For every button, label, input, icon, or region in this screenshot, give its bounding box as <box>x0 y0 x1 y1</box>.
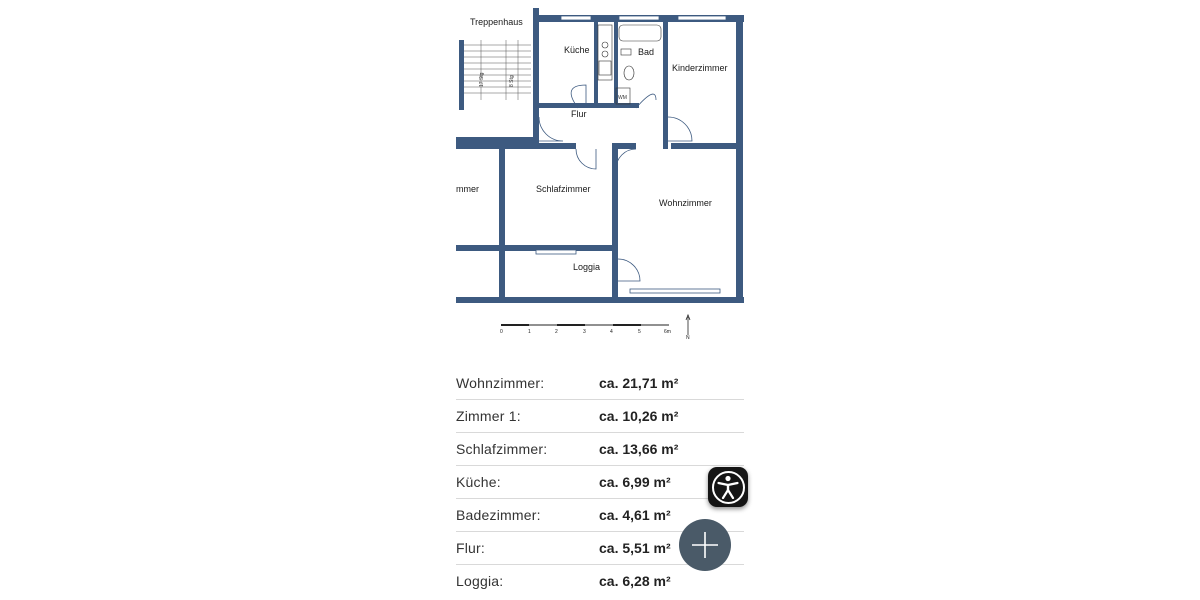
area-value: ca. 5,51 m² <box>599 540 671 556</box>
stairs-label-right: 8 Stg <box>509 75 515 87</box>
accessibility-button[interactable] <box>708 467 748 507</box>
scale-tick: 6m <box>664 329 671 335</box>
scale-tick: 5 <box>638 329 641 335</box>
area-row-wohnzimmer <box>456 367 744 400</box>
area-label: Zimmer 1: <box>456 408 521 424</box>
room-label-wohnzimmer: Wohnzimmer <box>659 198 712 208</box>
area-label: Badezimmer: <box>456 507 541 523</box>
room-label-kueche: Küche <box>564 45 590 55</box>
room-label-flur: Flur <box>571 109 587 119</box>
room-label-treppenhaus: Treppenhaus <box>470 17 523 27</box>
accessibility-icon <box>712 471 745 504</box>
area-row-kueche <box>456 466 744 499</box>
wm-label: WM <box>618 95 627 101</box>
room-label-schlafzimmer: Schlafzimmer <box>536 184 591 194</box>
area-value: ca. 4,61 m² <box>599 507 671 523</box>
area-value: ca. 6,99 m² <box>599 474 671 490</box>
area-value: ca. 13,66 m² <box>599 441 679 457</box>
room-label-zimmer: mmer <box>456 184 479 194</box>
room-label-loggia: Loggia <box>573 262 601 272</box>
floorplan-drawing <box>456 5 746 341</box>
room-label-kinderzimmer: Kinderzimmer <box>672 63 728 73</box>
north-label: N <box>686 335 690 341</box>
area-label: Wohnzimmer: <box>456 375 545 391</box>
area-label: Küche: <box>456 474 501 490</box>
area-value: ca. 10,26 m² <box>599 408 679 424</box>
north-arrow-icon <box>686 315 690 341</box>
area-label: Schlafzimmer: <box>456 441 548 457</box>
plus-icon <box>691 531 719 559</box>
scale-tick: 4 <box>610 329 613 335</box>
scale-tick: 3 <box>583 329 586 335</box>
stairs-label-left: 17 Stg <box>479 72 485 87</box>
area-row-schlafzimmer <box>456 433 744 466</box>
scale-tick: 2 <box>555 329 558 335</box>
area-value: ca. 21,71 m² <box>599 375 679 391</box>
add-button[interactable] <box>679 519 731 571</box>
room-label-bad: Bad <box>638 47 655 57</box>
area-row-zimmer-1 <box>456 400 744 433</box>
floorplan <box>456 5 746 341</box>
area-label: Loggia: <box>456 573 504 589</box>
scale-bar <box>500 324 671 335</box>
area-value: ca. 6,28 m² <box>599 573 671 589</box>
scale-tick: 1 <box>528 329 531 335</box>
area-label: Flur: <box>456 540 485 556</box>
scale-tick: 0 <box>500 329 503 335</box>
